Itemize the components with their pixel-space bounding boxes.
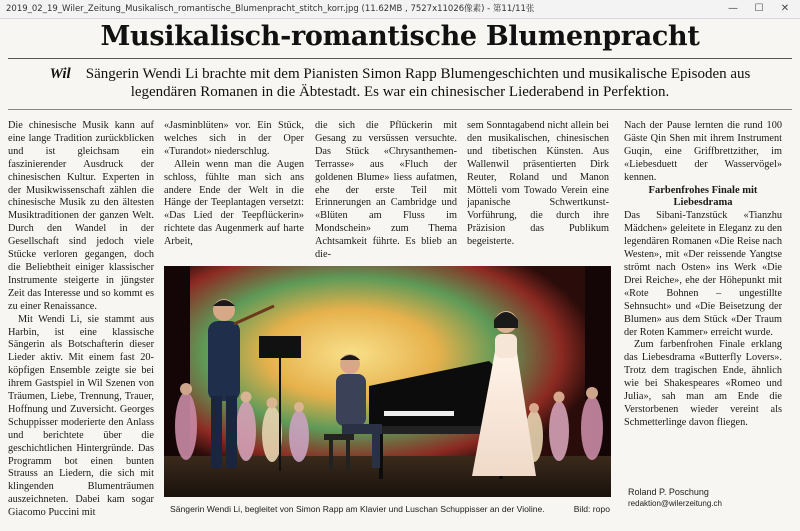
- article-lead: [40, 65, 760, 101]
- photo-credit: Bild: ropo: [573, 504, 610, 514]
- photo-caption: [170, 504, 610, 514]
- close-button[interactable]: ✕: [780, 3, 790, 14]
- paragraph: «Jasminblüten» vor. Ein Stück, welches sich in der Oper «Turandot» niederschlug.: [164, 120, 304, 157]
- headline-rule: [8, 58, 792, 59]
- window-title-bar: [0, 0, 800, 19]
- concert-photo-illustration: [164, 266, 611, 497]
- column-5: [624, 120, 782, 476]
- column-2: [164, 120, 304, 260]
- column-1: [8, 120, 154, 520]
- paragraph: Das Sibani-Tanzstück «Tianzhu Mädchen» geleitete in Eleganz zu den legendären Romanen «Die Reise nach Westen», mit «Der reissende Yangtse strömt nach Osten» ins Werk «Die Drei Reiche», ehe der Höhepunkt mit «Rote Bohnen – ungestillte Sehnsucht» und «Die Beisetzung der Blumen» aus dem Stück «Der Traum der Roten Kammer» erreicht wurde.: [624, 210, 782, 338]
- caption-text: Sängerin Wendi Li, begleitet von Simon Rapp am Klavier und Luschan Schuppisser an der Violine.: [170, 504, 545, 514]
- paragraph: Die chinesische Musik kann auf eine lange Tradition zurückblicken und ist gleichsam ein faszinierender Ausdruck der chinesischen Kultur. Experten in der Musikwissenschaft zählen die chinesische Musik zu den ältesten Musiktraditionen der ganzen Welt. Durch den Wandel in der Gesellschaft sind jedoch viele Stücke verloren gegangen, doch die Beliebtheit einiger klassischer Instrumente steigerte in jüngster Zeit das Interesse und so kommt es zu einer Renaissance.: [8, 120, 154, 312]
- concert-photo: [164, 266, 611, 497]
- column-4: [467, 120, 609, 260]
- newspaper-page: [0, 19, 800, 531]
- column-3: [315, 120, 457, 260]
- maximize-button[interactable]: ☐: [754, 3, 764, 14]
- author-name: Roland P. Poschung: [628, 487, 709, 497]
- window-title: 2019_02_19_Wiler_Zeitung_Musikalisch_romantische_Blumenpracht_stitch_korr.jpg (11.62MB , 7527x11026像素) - 第11/11张: [6, 4, 535, 14]
- paragraph: Allein wenn man die Augen schloss, fühlte man sich ans andere Ende der Welt in die Hänge der Teeplantagen versetzt: «Das Lied der Teepflückerin» richtete das Augenmerk auf harte Arbeit,: [164, 158, 304, 248]
- lead-text: Sängerin Wendi Li brachte mit dem Pianisten Simon Rapp Blumengeschichten und musikalische Episoden aus legendären Romanen in die Äbtestadt. Es war ein chinesischer Liederabend in Perfektion.: [85, 66, 751, 100]
- minimize-button[interactable]: —: [728, 3, 738, 14]
- paragraph: die sich die Pflückerin mit Gesang zu versüssen versuchte. Das Stück «Chrysanthemen-Terrasse» aus «Fluch der goldenen Blume» liess aufatmen, ehe der erste Teil mit Erinnerungen an Cambridge und «Blüten am Fluss im Mondschein» zum Thema Achtsamkeit führte. Es blieb an die-: [315, 120, 457, 260]
- author-email: redaktion@wilerzeitung.ch: [628, 499, 722, 508]
- section-subhead: Farbenfrohes Finale mit Liebesdrama: [648, 184, 758, 209]
- paragraph: Zum farbenfrohen Finale erklang das Liebesdrama «Butterfly Lovers». Trotz dem tragischen Ende, ähnlich wie bei Shakespeares «Romeo und Julia», sah man am Ende die Verstorbenen wieder vereint als Schmetterlinge davon fliegen.: [624, 339, 782, 428]
- lead-rule: [8, 109, 792, 110]
- paragraph: sem Sonntagabend nicht allein bei den musikalischen, chinesischen und tibetischen Künsten. Aus Wallenwil präsentierten Dirk Reuter, Roland und Manon Mötteli vom Towado Verein eine japanische Schwertkunst-Vorführung, die durch ihre Präzision das Publikum begeisterte.: [467, 120, 609, 248]
- article-headline: Musikalisch-romantische Blumenpracht: [100, 21, 700, 52]
- paragraph: Nach der Pause lernten die rund 100 Gäste Qin Shen mit ihrem Instrument Guqin, eine Griffbrettzither, im «Liebesduett der Wasservögel» kennen.: [624, 120, 782, 183]
- paragraph: Mit Wendi Li, sie stammt aus Harbin, ist eine klassische Sängerin als Botschafterin dieser Lieder aktiv. Mit einem fast 20-köpfigen Ensemble zeigte sie bei ihrem Gastspiel in Wil Szenen von Träumen, Liebe, Trennung, Trauer, Hoffnung und Zuversicht. Georges Schuppisser moderierte den Anlass und berichtete über die geschichtlichen Hintergründe. Das Programm bot einen bunten Strauss an Liedern, die sich mit klingenden Blumenträumen auszeichneten. Dabei kam sogar Giacomo Puccini mit: [8, 313, 154, 519]
- author-signoff: [628, 487, 788, 508]
- lead-kicker: Wil: [49, 66, 71, 82]
